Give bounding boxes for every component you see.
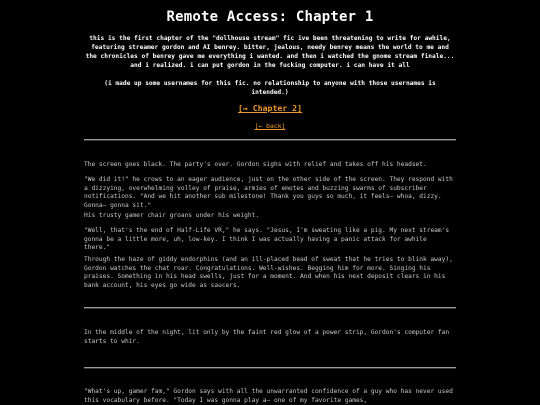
story-paragraph: Through the haze of giddy endorphins (and an ill-placed bead of sweat that he tries to blink away), Gordon watches the chat roar. Congratulations. Well-wishes. Begging him for more. Singing his praises. Something in his head swells, just for a moment. And when his next deposit clears in his bank account, his eyes go wide as saucers. [84, 256, 453, 289]
story-paragraph: "We did it!" he crows to an eager audience, just on the other side of the screen. They respond with a dizzying, overwhelming volley of praise, armies of emotes and buzzing swarms of subscriber notifications. "And we hit another sub milestone! Thank you guys so much, it feels— whoa, dizzy. Gonna— gonna sit." [84, 176, 453, 209]
section-divider [84, 307, 456, 309]
next-chapter-link[interactable]: [→ Chapter 2] [237, 103, 303, 113]
story-paragraph: The screen goes black. The party's over. Gordon sighs with relief and takes off his headset. [84, 161, 427, 168]
story-paragraph: His trusty gamer chair groans under his weight. [84, 212, 260, 219]
section-divider [84, 367, 456, 369]
author-note: (i made up some usernames for this fic. no relationship to anyone with those usernames is intended.) [104, 80, 436, 96]
author-summary: this is the first chapter of the "dollhouse stream" fic ive been threatening to write for awhile, featuring streamer gordon and AI benrey. bitter, jealous, needy benrey means the world to me and the chronicles of benrey gave me everything i wanted. and then i watched the gnome stream finale... and i realized. i can put gordon in the fucking computer. i can have it all [85, 35, 455, 69]
page-title: Remote Access: Chapter 1 [166, 9, 374, 25]
back-link[interactable]: [← back] [254, 122, 286, 130]
section-divider [84, 139, 456, 141]
story-paragraph: "What's up, gamer fam," Gordon says with all the unwarranted confidence of a guy who has never used this vocabulary before. "Today I was gonna play a— one of my favorite games, [84, 388, 453, 404]
story-paragraph: "Well, that's the end of Half-Life VR," he says. "Jesus, I'm sweating like a pig. My next stream's gonna be a little more, uh, low-key. I think I was actually having a panic attack for awhile there." [84, 227, 450, 251]
story-paragraph: In the middle of the night, lit only by the faint red glow of a power strip, Gordon's computer fan starts to whir. [84, 329, 450, 345]
